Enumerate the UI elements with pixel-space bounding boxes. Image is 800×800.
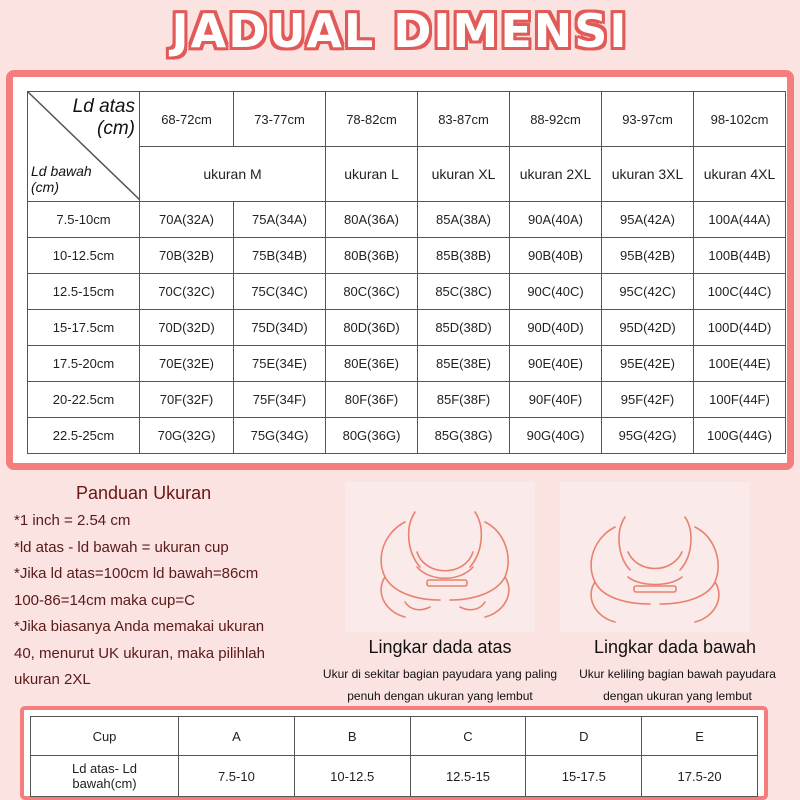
bra-size-cell: 95A(42A) — [602, 202, 694, 238]
cup-letter-cell: C — [410, 717, 526, 756]
bra-size-cell: 75F(34F) — [234, 382, 326, 418]
bra-size-cell: 100A(44A) — [694, 202, 786, 238]
lower-bust-title: Lingkar dada bawah — [593, 637, 757, 657]
bra-size-cell: 85F(38F) — [418, 382, 510, 418]
bra-size-cell: 70G(32G) — [140, 418, 234, 454]
cup-range-cell: 12.5-15 — [410, 756, 526, 797]
bra-size-cell: 80A(36A) — [326, 202, 418, 238]
size-row — [28, 274, 786, 310]
bra-size-cell: 95F(42F) — [602, 382, 694, 418]
corner-bottom-line1: Ld bawah — [31, 163, 92, 179]
bra-size-cell: 75E(34E) — [234, 346, 326, 382]
bra-size-cell: 95C(42C) — [602, 274, 694, 310]
cup-letter-cell: B — [294, 717, 410, 756]
guide-line: *1 inch = 2.54 cm — [14, 512, 131, 529]
bra-size-cell: 85D(38D) — [418, 310, 510, 346]
bra-size-cell: 75C(34C) — [234, 274, 326, 310]
bra-size-cell: 80C(36C) — [326, 274, 418, 310]
corner-bottom-label — [31, 163, 92, 195]
corner-top-label — [73, 96, 135, 140]
size-chart-table — [27, 91, 786, 454]
bra-size-cell: 75G(34G) — [234, 418, 326, 454]
bra-size-cell: 100C(44C) — [694, 274, 786, 310]
upper-bust-sketch-icon — [345, 482, 535, 632]
bra-size-cell: 70B(32B) — [140, 238, 234, 274]
corner-bottom-line2: (cm) — [31, 179, 59, 195]
under-bust-cell: 17.5-20cm — [28, 346, 140, 382]
top-range-cell: 88-92cm — [510, 92, 602, 147]
top-range-cell: 93-97cm — [602, 92, 694, 147]
cup-range-cell: 10-12.5 — [294, 756, 410, 797]
size-label-cell: ukuran L — [326, 147, 418, 202]
bra-size-cell: 90B(40B) — [510, 238, 602, 274]
size-guide — [14, 483, 304, 694]
corner-top-line1: Ld atas — [72, 96, 135, 117]
upper-bust-desc-line: Ukur di sekitar bagian payudara yang paling — [322, 667, 558, 681]
bra-size-cell: 100D(44D) — [694, 310, 786, 346]
size-label-cell: ukuran 4XL — [694, 147, 786, 202]
bra-size-cell: 70A(32A) — [140, 202, 234, 238]
bra-size-cell: 95B(42B) — [602, 238, 694, 274]
bra-size-cell: 85C(38C) — [418, 274, 510, 310]
bra-size-cell: 80D(36D) — [326, 310, 418, 346]
bra-size-cell: 70C(32C) — [140, 274, 234, 310]
bra-size-cell: 100E(44E) — [694, 346, 786, 382]
bra-size-cell: 75A(34A) — [234, 202, 326, 238]
upper-bust-illustration — [345, 482, 535, 632]
cup-letter-cell: D — [526, 717, 642, 756]
top-range-cell: 98-102cm — [694, 92, 786, 147]
bra-size-cell: 70D(32D) — [140, 310, 234, 346]
bra-size-cell: 80G(36G) — [326, 418, 418, 454]
size-row — [28, 238, 786, 274]
size-label-cell: ukuran XL — [418, 147, 510, 202]
under-bust-cell: 7.5-10cm — [28, 202, 140, 238]
cup-letter-cell: E — [642, 717, 758, 756]
corner-top-line2: (cm) — [97, 118, 135, 139]
lower-bust-sketch-icon — [560, 482, 750, 632]
lower-bust-desc — [555, 663, 800, 707]
guide-heading: Panduan Ukuran — [76, 483, 212, 503]
size-rows — [28, 202, 786, 454]
guide-line: *Jika biasanya Anda memakai ukuran — [14, 618, 265, 635]
cup-row-label-line: Ld atas- Ld — [71, 761, 138, 776]
bra-size-cell: 85E(38E) — [418, 346, 510, 382]
bra-size-cell: 85A(38A) — [418, 202, 510, 238]
guide-line: *Jika ld atas=100cm ld bawah=86cm — [14, 565, 259, 582]
bra-size-cell: 75B(34B) — [234, 238, 326, 274]
upper-bust-desc — [290, 663, 590, 707]
bra-size-cell: 100G(44G) — [694, 418, 786, 454]
bra-size-cell: 90A(40A) — [510, 202, 602, 238]
cup-range-cell: 17.5-20 — [642, 756, 758, 797]
bra-size-cell: 90F(40F) — [510, 382, 602, 418]
bra-size-cell: 85G(38G) — [418, 418, 510, 454]
bra-size-cell: 95G(42G) — [602, 418, 694, 454]
top-range-cell: 68-72cm — [140, 92, 234, 147]
top-range-cell: 83-87cm — [418, 92, 510, 147]
bra-size-cell: 75D(34D) — [234, 310, 326, 346]
bra-size-cell: 100B(44B) — [694, 238, 786, 274]
cup-header-label: Cup — [31, 717, 179, 756]
size-row — [28, 346, 786, 382]
size-row — [28, 382, 786, 418]
bra-size-cell: 90C(40C) — [510, 274, 602, 310]
bra-size-cell: 90G(40G) — [510, 418, 602, 454]
size-row — [28, 202, 786, 238]
guide-line: 100-86=14cm maka cup=C — [14, 591, 195, 609]
cup-row-label-line: bawah(cm) — [72, 776, 137, 791]
guide-line: 40, menurut UK ukuran, maka pilihlah — [14, 644, 265, 662]
cup-letter-cell: A — [179, 717, 295, 756]
under-bust-cell: 12.5-15cm — [28, 274, 140, 310]
under-bust-cell: 10-12.5cm — [28, 238, 140, 274]
bra-size-cell: 95D(42D) — [602, 310, 694, 346]
bra-size-cell: 80B(36B) — [326, 238, 418, 274]
size-chart-panel — [6, 70, 794, 470]
size-row — [28, 418, 786, 454]
cup-chart-table — [30, 716, 758, 797]
page-title: JADUAL DIMENSI — [171, 4, 629, 58]
guide-line: *ld atas - ld bawah = ukuran cup — [14, 538, 229, 556]
cup-range-cell: 15-17.5 — [526, 756, 642, 797]
upper-bust-title: Lingkar dada atas — [368, 637, 512, 657]
corner-header — [28, 92, 140, 202]
bra-size-cell: 80E(36E) — [326, 346, 418, 382]
top-range-cell: 73-77cm — [234, 92, 326, 147]
under-bust-cell: 15-17.5cm — [28, 310, 140, 346]
bra-size-cell: 80F(36F) — [326, 382, 418, 418]
lower-bust-illustration — [560, 482, 750, 632]
bra-size-cell: 90E(40E) — [510, 346, 602, 382]
size-row — [28, 310, 786, 346]
under-bust-cell: 20-22.5cm — [28, 382, 140, 418]
lower-bust-desc-line: dengan ukuran yang lembut — [603, 689, 752, 703]
under-bust-cell: 22.5-25cm — [28, 418, 140, 454]
bra-size-cell: 95E(42E) — [602, 346, 694, 382]
bra-size-cell: 100F(44F) — [694, 382, 786, 418]
upper-bust-desc-line: penuh dengan ukuran yang lembut — [347, 689, 533, 703]
guide-line: ukuran 2XL — [14, 671, 91, 688]
size-label-cell: ukuran 3XL — [602, 147, 694, 202]
bra-size-cell: 90D(40D) — [510, 310, 602, 346]
cup-chart-panel — [20, 706, 768, 800]
size-label-cell: ukuran 2XL — [510, 147, 602, 202]
cup-row-label — [31, 756, 179, 797]
size-label-cell: ukuran M — [140, 147, 326, 202]
bra-size-cell: 70F(32F) — [140, 382, 234, 418]
bra-size-cell: 85B(38B) — [418, 238, 510, 274]
cup-range-cell: 7.5-10 — [179, 756, 295, 797]
top-range-cell: 78-82cm — [326, 92, 418, 147]
lower-bust-desc-line: Ukur keliling bagian bawah payudara — [579, 667, 776, 681]
bra-size-cell: 70E(32E) — [140, 346, 234, 382]
